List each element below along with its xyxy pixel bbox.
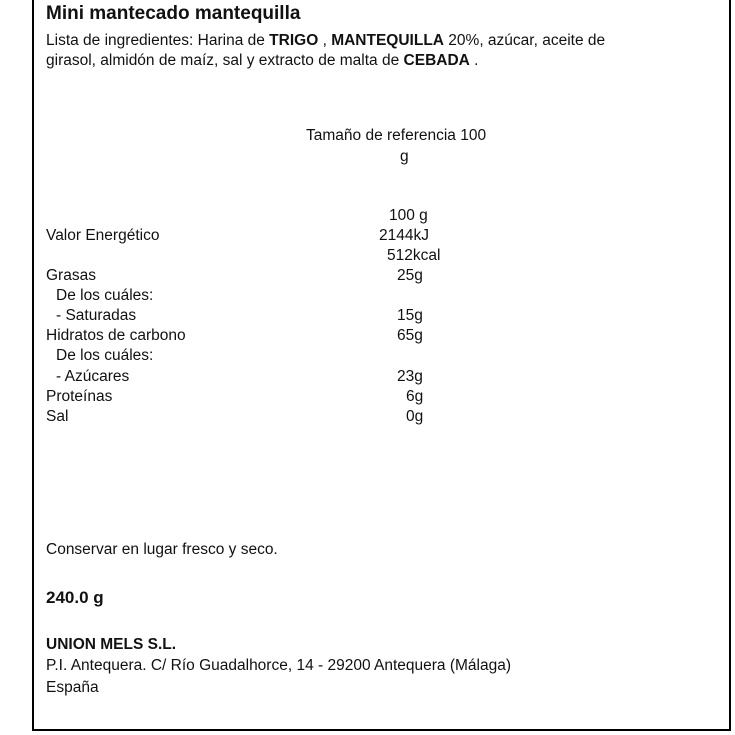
row-value-energy-kj: 2144kJ	[379, 227, 429, 244]
net-weight: 240.0 g	[46, 588, 104, 607]
allergen-butter: MANTEQUILLA	[331, 32, 444, 49]
manufacturer-name: UNION MELS S.L.	[46, 636, 177, 653]
ingredients-line-2	[46, 51, 478, 71]
allergen-wheat: TRIGO	[269, 32, 319, 49]
ingredients-text: 20%, azúcar, aceite de	[443, 32, 606, 49]
storage-instructions: Conservar en lugar fresco y seco.	[46, 541, 278, 558]
row-value-fat: 25g	[397, 267, 423, 284]
row-value-carbs: 65g	[397, 327, 423, 344]
row-label-of-which: De los cuáles:	[56, 287, 154, 304]
row-label-energy: Valor Energético	[46, 227, 160, 244]
reference-size-line-1: Tamaño de referencia 100	[306, 127, 487, 144]
row-value-protein: 6g	[406, 388, 424, 405]
allergen-barley: CEBADA	[403, 52, 470, 69]
manufacturer-country: España	[46, 679, 99, 696]
row-value-energy-kcal: 512kcal	[387, 247, 441, 264]
ingredients-line-1	[46, 31, 605, 51]
reference-size-line-2: g	[400, 148, 409, 165]
row-label-sugars: - Azúcares	[56, 368, 130, 385]
row-label-saturated: - Saturadas	[56, 307, 137, 324]
row-value-saturated: 15g	[397, 307, 423, 324]
manufacturer-address: P.I. Antequera. C/ Río Guadalhorce, 14 - 29200 Antequera (Málaga)	[46, 657, 512, 674]
ingredients-text: Lista de ingredientes: Harina de	[46, 32, 270, 49]
row-label-fat: Grasas	[46, 267, 96, 284]
row-label-salt: Sal	[46, 408, 69, 425]
ingredients-text: ,	[318, 32, 332, 49]
row-value-sugars: 23g	[397, 368, 423, 385]
row-label-protein: Proteínas	[46, 388, 113, 405]
row-label-of-which: De los cuáles:	[56, 347, 154, 364]
label-frame	[32, 0, 731, 731]
ingredients-text: girasol, almidón de maíz, sal y extracto de malta de	[46, 52, 404, 69]
product-title: Mini mantecado mantequilla	[46, 3, 301, 24]
ingredients-text: .	[469, 52, 479, 69]
column-header: 100 g	[389, 207, 428, 224]
row-value-salt: 0g	[406, 408, 424, 425]
row-label-carbs: Hidratos de carbono	[46, 327, 186, 344]
